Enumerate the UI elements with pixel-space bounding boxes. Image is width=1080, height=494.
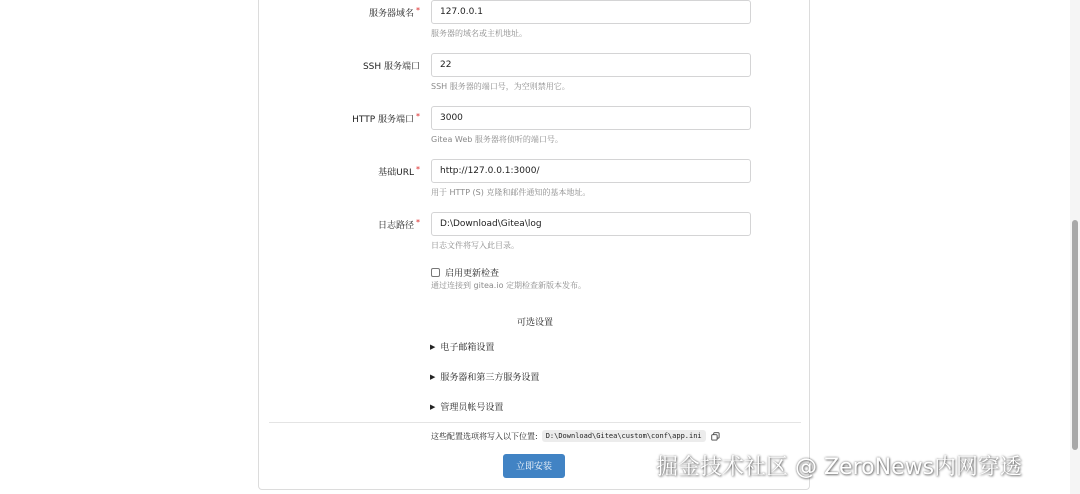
required-mark: * — [416, 218, 420, 227]
divider — [269, 422, 801, 423]
required-mark: * — [416, 112, 420, 121]
install-button[interactable]: 立即安装 — [503, 454, 565, 478]
log-path-help: 日志文件将写入此目录。 — [431, 241, 519, 250]
triangle-right-icon: ▶ — [430, 402, 436, 411]
scrollbar-thumb[interactable] — [1072, 220, 1078, 450]
triangle-right-icon: ▶ — [430, 372, 436, 381]
log-path-input[interactable] — [431, 212, 751, 236]
config-location — [431, 430, 720, 442]
triangle-right-icon: ▶ — [430, 342, 436, 351]
details-admin-account-settings[interactable] — [430, 400, 503, 413]
details-admin-account-label: 管理员帐号设置 — [440, 403, 504, 413]
base-url-label: 基础URL * — [378, 165, 420, 178]
update-check-help: 通过连接到 gitea.io 定期检查新版本发布。 — [431, 281, 587, 290]
log-path-label: 日志路径 * — [377, 218, 420, 231]
server-domain-input[interactable] — [431, 0, 751, 24]
server-domain-label: 服务器域名 * — [368, 6, 420, 19]
ssh-port-help: SSH 服务器的端口号，为空则禁用它。 — [431, 82, 570, 91]
ssh-port-input[interactable] — [431, 53, 751, 77]
http-port-label: HTTP 服务端口 * — [352, 112, 420, 125]
update-check-toggle[interactable] — [431, 266, 499, 279]
copy-icon[interactable] — [711, 432, 720, 441]
base-url-help: 用于 HTTP (S) 克隆和邮件通知的基本地址。 — [431, 188, 591, 197]
required-mark: * — [416, 165, 420, 174]
http-port-input[interactable] — [431, 106, 751, 130]
update-check-label: 启用更新检查 — [445, 269, 500, 279]
details-server-third-party-label: 服务器和第三方服务设置 — [440, 373, 540, 383]
required-mark: * — [416, 6, 420, 15]
watermark: 掘金技术社区 @ ZeroNews内网穿透 — [656, 455, 1023, 480]
base-url-input[interactable] — [431, 159, 751, 183]
optional-settings-title: 可选设置 — [516, 318, 553, 328]
ssh-port-label: SSH 服务端口 — [362, 62, 420, 72]
details-server-third-party-settings[interactable] — [430, 370, 539, 383]
install-form-card — [258, 0, 810, 490]
details-email-settings-label: 电子邮箱设置 — [440, 343, 495, 353]
update-check-checkbox[interactable] — [431, 268, 440, 277]
config-location-text: 这些配置选项将写入以下位置: — [431, 431, 538, 441]
http-port-help: Gitea Web 服务器将侦听的端口号。 — [431, 135, 563, 144]
details-email-settings[interactable] — [430, 340, 494, 353]
server-domain-help: 服务器的域名或主机地址。 — [431, 29, 527, 38]
config-path-code: D:\Download\Gitea\custom\conf\app.ini — [542, 430, 706, 442]
scrollbar[interactable] — [1070, 0, 1080, 494]
